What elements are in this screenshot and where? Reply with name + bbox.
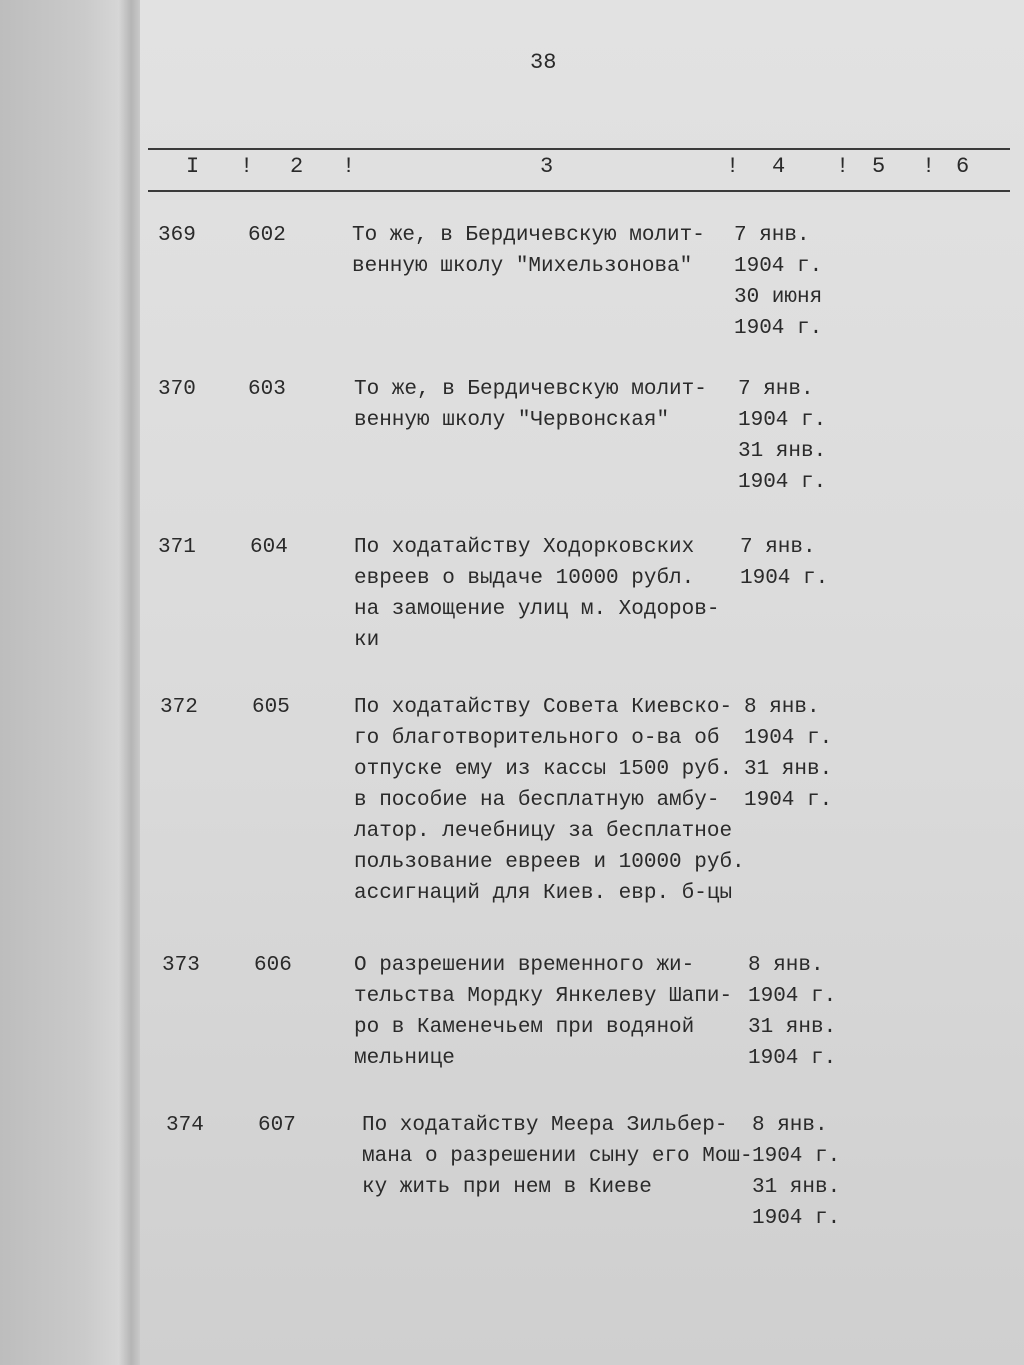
col-header-2: 2	[290, 154, 305, 179]
entry-number: 370	[158, 378, 196, 401]
entry-description-line: О разрешении временного жи-	[354, 954, 695, 977]
entry-description-line: ки	[354, 629, 380, 652]
entry-number: 371	[158, 536, 196, 559]
entry-date: 31 янв.	[748, 1016, 837, 1039]
header-rule-bottom	[148, 190, 1010, 192]
header-rule-top	[148, 148, 1010, 150]
document-number: 607	[258, 1114, 296, 1137]
entry-date: 7 янв.	[734, 224, 810, 247]
entry-date: 8 янв.	[752, 1114, 828, 1137]
document-number: 605	[252, 696, 290, 719]
entry-date: 1904 г.	[738, 409, 827, 432]
entry-date: 1904 г.	[744, 789, 833, 812]
entry-number: 372	[160, 696, 198, 719]
entry-date: 7 янв.	[740, 536, 816, 559]
entry-date: 8 янв.	[744, 696, 820, 719]
entry-description-line: латор. лечебницу за бесплатное	[354, 820, 733, 843]
entry-description-line: То же, в Бердичевскую молит-	[354, 378, 707, 401]
entry-number: 369	[158, 224, 196, 247]
col-header-4: 4	[772, 154, 787, 179]
entry-date: 1904 г.	[744, 727, 833, 750]
document-number: 604	[250, 536, 288, 559]
entry-description-line: ро в Каменечьем при водяной	[354, 1016, 695, 1039]
entry-description-line: По ходатайству Ходорковских	[354, 536, 695, 559]
entry-description-line: венную школу "Червонская"	[354, 409, 670, 432]
entry-description-line: тельства Мордку Янкелеву Шапи-	[354, 985, 733, 1008]
col-separator: !	[240, 154, 255, 179]
entry-description-line: го благотворительного о-ва об	[354, 727, 720, 750]
entry-description-line: По ходатайству Меера Зильбер-	[362, 1114, 728, 1137]
entry-description-line: отпуске ему из кассы 1500 руб.	[354, 758, 733, 781]
entry-description-line: мельнице	[354, 1047, 455, 1070]
col-separator: !	[726, 154, 741, 179]
entry-number: 374	[166, 1114, 204, 1137]
col-header-1: I	[186, 154, 201, 179]
col-separator: !	[836, 154, 851, 179]
page-number: 38	[530, 50, 557, 75]
entry-description-line: мана о разрешении сыну его Мош-	[362, 1145, 753, 1168]
entry-number: 373	[162, 954, 200, 977]
entry-date: 7 янв.	[738, 378, 814, 401]
entry-date: 1904 г.	[734, 317, 823, 340]
entry-description-line: венную школу "Михельзонова"	[352, 255, 693, 278]
entry-date: 31 янв.	[738, 440, 827, 463]
entry-description-line: ассигнаций для Киев. евр. б-цы	[354, 882, 733, 905]
entry-date: 1904 г.	[748, 1047, 837, 1070]
entry-date: 1904 г.	[748, 985, 837, 1008]
col-separator: !	[922, 154, 937, 179]
entry-date: 1904 г.	[738, 471, 827, 494]
entry-date: 30 июня	[734, 286, 823, 309]
col-header-3: 3	[540, 154, 555, 179]
document-number: 602	[248, 224, 286, 247]
entry-description-line: По ходатайству Совета Киевско-	[354, 696, 733, 719]
entry-date: 31 янв.	[744, 758, 833, 781]
document-number: 603	[248, 378, 286, 401]
col-header-6: 6	[956, 154, 971, 179]
col-header-5: 5	[872, 154, 887, 179]
entry-date: 1904 г.	[740, 567, 829, 590]
entry-description-line: ку жить при нем в Киеве	[362, 1176, 652, 1199]
entry-date: 1904 г.	[734, 255, 823, 278]
entry-description-line: евреев о выдаче 10000 рубл.	[354, 567, 695, 590]
entry-date: 1904 г.	[752, 1145, 841, 1168]
document-number: 606	[254, 954, 292, 977]
page-fold	[118, 0, 140, 1365]
entry-description-line: То же, в Бердичевскую молит-	[352, 224, 705, 247]
entry-date: 1904 г.	[752, 1207, 841, 1230]
entry-description-line: пользование евреев и 10000 руб.	[354, 851, 745, 874]
col-separator: !	[342, 154, 357, 179]
entry-description-line: на замощение улиц м. Ходоров-	[354, 598, 720, 621]
entry-date: 8 янв.	[748, 954, 824, 977]
entry-description-line: в пособие на бесплатную амбу-	[354, 789, 720, 812]
entry-date: 31 янв.	[752, 1176, 841, 1199]
